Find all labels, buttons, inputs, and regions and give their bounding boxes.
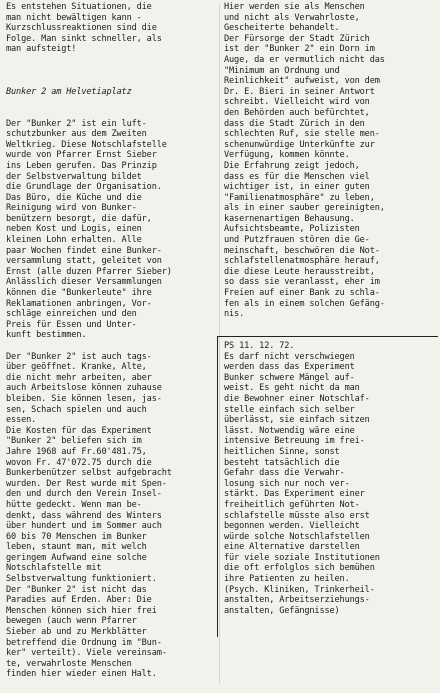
text-line: besteht tatsächlich die: [224, 457, 340, 468]
text-line: werden dass das Experiment: [224, 362, 355, 373]
text-line: so dass sie veranlasst, eher im: [224, 277, 380, 288]
text-line: "Bunker 2" beliefen sich im: [6, 436, 142, 447]
text-line: [224, 330, 438, 341]
text-line: losung sich nur noch ver-: [224, 478, 350, 489]
text-line: geringem Aufwand eine solche: [6, 552, 147, 563]
text-line: wurden. Der Rest wurde mit Spen-: [6, 478, 167, 489]
text-line: weist. Es geht nicht da man: [224, 383, 360, 394]
text-line: kasernenartigen Behausung.: [224, 213, 355, 224]
text-line: te, verwahrloste Menschen: [6, 658, 132, 669]
text-line: Es entstehen Situationen, die: [6, 2, 152, 12]
text-line: ins Leben gerufen. Das Prinzip: [6, 160, 157, 171]
section-heading: Bunker 2 am Helvetiaplatz: [6, 86, 132, 97]
text-line: Sieber ab und zu Merkblätter: [6, 627, 147, 638]
text-line: heitlichen Sinne, sonst: [224, 446, 340, 457]
text-line: den und durch den Verein Insel-: [6, 489, 162, 500]
text-line: begonnen werden. Vielleicht: [224, 521, 360, 532]
text-line: Das Büro, die Küche und die: [6, 192, 142, 203]
text-line: Selbstverwaltung funktioniert.: [6, 574, 157, 585]
text-line: die Bewohner einer Notschlaf-: [224, 393, 370, 404]
text-line: würde solche Notschlafstellen: [224, 531, 370, 542]
text-line: [6, 76, 214, 87]
text-line: Auge, da er vermutlich nicht das: [224, 54, 385, 65]
text-line: man nicht bewältigen kann -: [6, 12, 142, 23]
text-line: Aufsichtsbeamte, Polizisten: [224, 224, 360, 235]
text-line: wichtiger ist, in einer guten: [224, 182, 370, 193]
text-line: betreffend die Ordnung im "Bun-: [6, 637, 162, 648]
text-line: kunft bestimmen.: [6, 330, 87, 341]
text-line: [6, 97, 214, 108]
text-line: bewegen (auch wenn Pfarrer: [6, 616, 137, 627]
text-line: Der "Bunker 2" ist auch tags-: [6, 351, 152, 362]
text-line: dass es für die Menschen viel: [224, 171, 370, 182]
text-line: paar Wochen findet eine Bunker-: [6, 245, 162, 256]
text-line: über geöffnet. Kranke, Alte,: [6, 362, 147, 373]
text-line: 60 bis 70 Menschen im Bunker: [6, 531, 147, 542]
text-line: Die Kosten für das Experiment: [6, 425, 152, 436]
text-line: Bunkerbenützer selbst aufgebracht: [6, 468, 172, 479]
text-line: Preis für Essen und Unter-: [6, 319, 137, 330]
text-line: man aufsteigt!: [6, 44, 77, 55]
text-line: Die Erfahrung zeigt jedoch,: [224, 160, 360, 171]
text-line: wurde von Pfarrer Ernst Sieber: [6, 150, 157, 161]
text-line: neben Kost und Logis, einen: [6, 224, 142, 235]
text-line: die Grundlage der Organisation.: [6, 182, 162, 193]
text-line: als in einer sauber gereinigten,: [224, 203, 385, 214]
text-line: Freien auf einer Bank zu schla-: [224, 288, 380, 299]
text-line: Reklamationen anbringen, Vor-: [6, 298, 152, 309]
text-line: benützern besorgt, die dafür,: [6, 213, 152, 224]
text-line: schutzbunker aus dem Zweiten: [6, 129, 147, 140]
text-line: "Minimum an Ordnung und: [224, 65, 340, 76]
text-line: Jahre 1968 auf Fr.60'481.75,: [6, 446, 147, 457]
text-line: Folge. Man sinkt schneller, als: [6, 33, 162, 44]
text-line: ker" verteilt). Viele vereinsam-: [6, 648, 167, 659]
text-line: dass die Stadt Zürich in den: [224, 118, 365, 129]
text-line: Der "Bunker 2" ist ein luft-: [6, 118, 147, 129]
text-line: Notschlafstelle mit: [6, 563, 102, 574]
text-line: stärkt. Das Experiment einer: [224, 489, 365, 500]
text-line: [6, 66, 214, 77]
text-line: lässt. Notwendig wäre eine: [224, 425, 355, 436]
text-line: die diese Leute herausstreibt,: [224, 266, 375, 277]
text-line: die nicht mehr arbeiten, aber: [6, 372, 152, 383]
text-line: über hundert und im Sommer auch: [6, 521, 162, 532]
text-line: schlafstelle müsste also erst: [224, 510, 370, 521]
text-line: finden hier wieder einen Halt.: [6, 669, 157, 680]
text-line: Der "Bunker 2" ist nicht das: [6, 584, 147, 595]
text-line: Paradies auf Erden. Aber: Die: [6, 595, 152, 606]
text-line: denkt, dass während des Winters: [6, 510, 162, 521]
text-line: schreibt. Vielleicht wird von: [224, 97, 370, 108]
text-line: der Selbstverwaltung bildet: [6, 171, 142, 182]
text-line: wovon Fr. 47'072.75 durch die: [6, 457, 152, 468]
text-line: intensive Betreuung im frei-: [224, 436, 365, 447]
text-line: stelle einfach sich selber: [224, 404, 355, 415]
text-line: Verfügung, kommen könnte.: [224, 150, 350, 161]
text-line: anstalten, Gefängnisse): [224, 605, 340, 616]
text-line: kleinen Lohn erhalten. Alle: [6, 235, 142, 246]
text-line: auch Arbeitslose können zuhause: [6, 383, 162, 394]
text-line: Hier werden sie als Menschen: [224, 2, 365, 12]
text-line: PS 11. 12. 72.: [224, 341, 295, 351]
text-line: essen.: [6, 415, 37, 426]
text-line: schlechten Ruf, sie stelle men-: [224, 129, 380, 140]
left-column: [6, 2, 214, 680]
text-line: Reinigung wird von Bunker-: [6, 203, 137, 214]
text-line: [6, 108, 214, 119]
text-line: ihre Patienten zu heilen.: [224, 574, 350, 585]
text-line: und nicht als Verwahrloste,: [224, 12, 360, 23]
text-line: Gescheiterte behandelt.: [224, 23, 340, 34]
text-line: überlässt, sie einfach sitzen: [224, 415, 370, 426]
text-line: fen als in einem solchen Gefäng-: [224, 298, 385, 309]
text-line: Menschen können sich hier frei: [6, 605, 157, 616]
text-line: bleiben. Sie können lesen, jas-: [6, 393, 162, 404]
text-line: meinschaft, beschwören die Not-: [224, 245, 380, 256]
text-line: Ernst (alle duzen Pfarrer Sieber): [6, 266, 172, 277]
text-line: schläge einreichen und den: [6, 309, 137, 320]
right-column: [224, 2, 438, 616]
text-line: für viele soziale Institutionen: [224, 552, 380, 563]
text-line: Kurzschlussreaktionen sind die: [6, 23, 157, 34]
text-line: Bunker schwere Mängel auf-: [224, 372, 355, 383]
text-line: nis.: [224, 309, 245, 320]
text-line: leben, staunt man, mit welch: [6, 542, 147, 553]
text-line: Der Fürsorge der Stadt Zürich: [224, 33, 370, 44]
text-line: [224, 320, 438, 331]
text-line: Gefahr dass die Verwahr-: [224, 468, 345, 479]
text-line: und Putzfrauen stören die Ge-: [224, 235, 370, 246]
text-line: schlafstellenatmosphäre herauf,: [224, 256, 380, 267]
text-line: Reinlichkeit" aufweist, von dem: [224, 76, 380, 87]
text-line: anstalten, Arbeitserziehungs-: [224, 595, 370, 606]
text-line: eine Alternative darstellen: [224, 542, 360, 553]
text-line: freiheitlich geführten Not-: [224, 499, 360, 510]
text-line: die oft erfolglos sich bemühen: [224, 563, 375, 574]
text-line: "Familienatmosphäre" zu leben,: [224, 192, 375, 203]
text-line: [6, 55, 214, 66]
text-line: hütte gedeckt. Wenn man be-: [6, 499, 142, 510]
text-line: den Behörden auch befürchtet,: [224, 107, 370, 118]
text-line: sen, Schach spielen und auch: [6, 404, 147, 415]
text-line: können die "Bunkerleute" ihre: [6, 288, 152, 299]
text-line: (Psych. Kliniken, Trinkerheil-: [224, 584, 375, 595]
text-line: schenunwürdige Unterkünfte zur: [224, 139, 375, 150]
text-line: Es darf nicht verschwiegen: [224, 351, 355, 362]
text-line: Weltkrieg. Diese Notschlafstelle: [6, 139, 167, 150]
text-line: [6, 341, 214, 352]
text-line: Anlässlich dieser Versammlungen: [6, 277, 162, 288]
text-line: Dr. E. Bieri in seiner Antwort: [224, 86, 375, 97]
text-line: ist der "Bunker 2" ein Dorn im: [224, 44, 375, 55]
text-line: versammlung statt, geleitet von: [6, 256, 162, 267]
